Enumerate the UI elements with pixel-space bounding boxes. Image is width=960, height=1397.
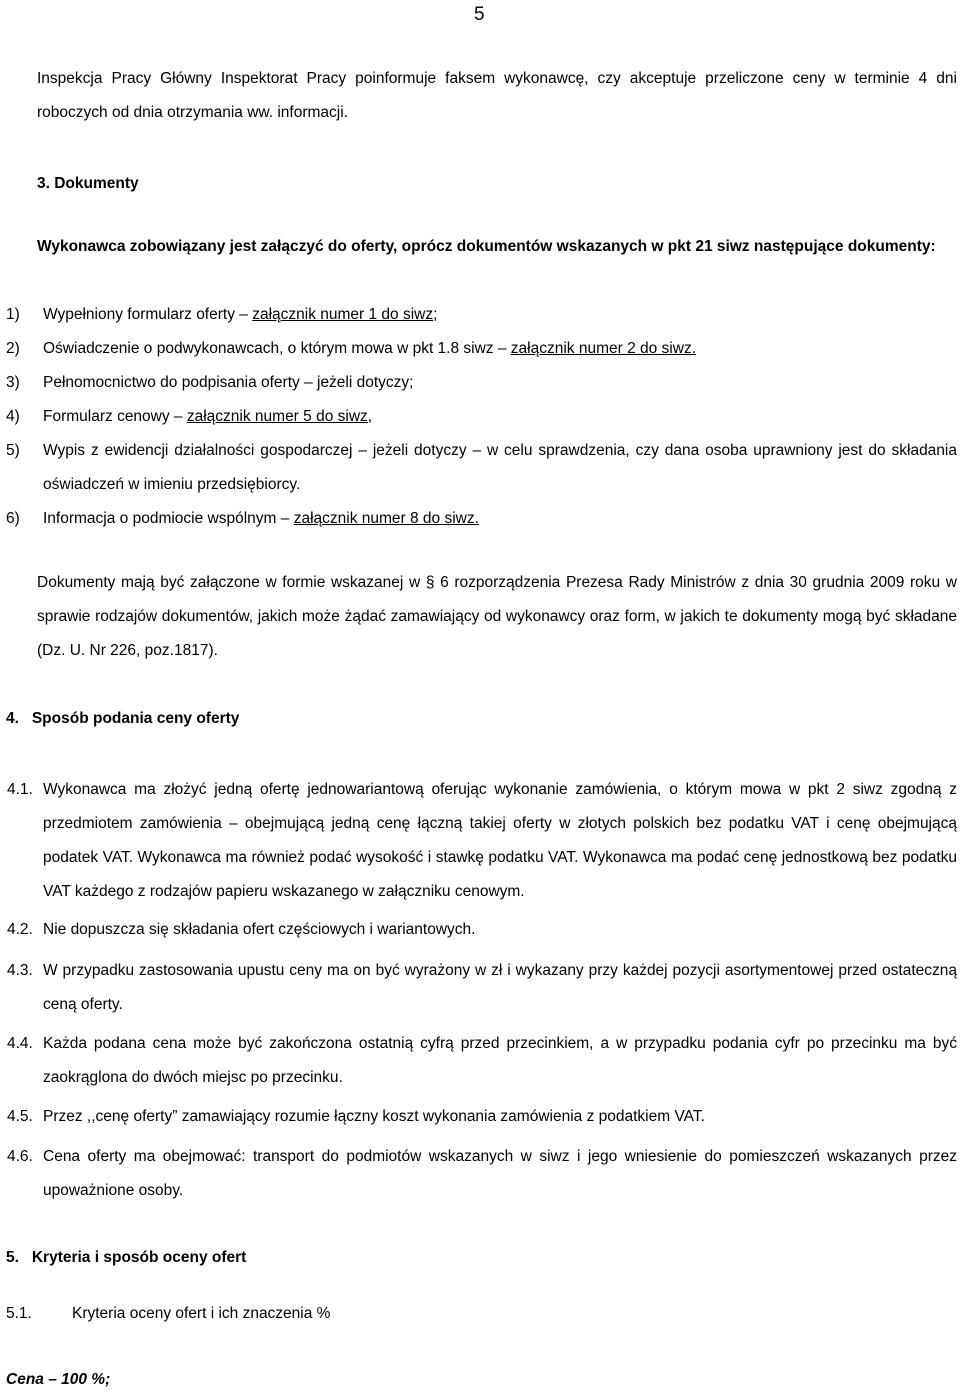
section-3-heading: 3. Dokumenty <box>37 175 139 192</box>
rule-number: 4.5. <box>7 1108 33 1125</box>
item-number: 2) <box>6 340 20 357</box>
rule-text: Cena oferty ma obejmować: transport do podmiotów wskazanych w siwz i jego wniesienie do pomieszczeń wskazanych przez upoważnione osoby. <box>43 1148 957 1199</box>
rule-text: W przypadku zastosowania upustu ceny ma on być wyrażony w zł i wykazany przy każdej pozycji asortymentowej przed ostateczną ceną oferty. <box>43 962 957 1013</box>
item-text: Formularz cenowy – <box>43 408 187 425</box>
documents-note: Dokumenty mają być załączone w formie wskazanej w § 6 rozporządzenia Prezesa Rady Ministrów z dnia 30 grudnia 2009 roku w sprawie rodzajów dokumentów, jakich może żądać zamawiający od wykonawcy oraz form, w jakich te dokumenty mogą być składane (Dz. U. Nr 226, poz.1817). <box>37 574 957 659</box>
item-number: 5) <box>6 442 20 459</box>
item-text: Oświadczenie o podwykonawcach, o którym mowa w pkt 1.8 siwz – <box>43 340 511 357</box>
rule-number: 4.6. <box>7 1148 33 1165</box>
item-tail: , <box>367 408 373 425</box>
rule-number: 4.1. <box>7 781 33 798</box>
item-tail: ; <box>433 306 438 323</box>
rule-text: Wykonawca ma złożyć jedną ofertę jednowariantową oferując wykonanie zamówienia, o którym mowa w pkt 2 siwz zgodną z przedmiotem zamówienia – obejmującą jedną cenę łączną takiej oferty w złotych polskich bez podatku VAT i cenę obejmującą podatek VAT. Wykonawca ma również podać wysokość i stawkę podatku VAT. Wykonawca ma podać cenę jednostkową bez podatku VAT każdego z rodzajów papieru wskazanego w załączniku cenowym. <box>43 781 957 900</box>
rule-number: 4.3. <box>7 962 33 979</box>
subsection-5-1-title: Kryteria oceny ofert i ich znaczenia % <box>72 1305 331 1322</box>
item-number: 1) <box>6 306 20 323</box>
attachment-reference: załącznik numer 8 do siwz. <box>293 510 479 527</box>
section-4-heading: 4. Sposób podania ceny oferty <box>6 710 240 727</box>
rule-text: Każda podana cena może być zakończona ostatnią cyfrą przed przecinkiem, a w przypadku podania cyfr po przecinku ma być zaokrąglona do dwóch miejsc po przecinku. <box>43 1035 957 1086</box>
intro-paragraph: Inspekcja Pracy Główny Inspektorat Pracy poinformuje faksem wykonawcę, czy akceptuje przeliczone ceny w terminie 4 dni roboczych od dnia otrzymania ww. informacji. <box>37 70 957 121</box>
item-text: Informacja o podmiocie wspólnym – <box>43 510 294 527</box>
item-text: Pełnomocnictwo do podpisania oferty – jeżeli dotyczy; <box>43 374 414 391</box>
rule-text: Przez ,,cenę oferty” zamawiający rozumie łączny koszt wykonania zamówienia z podatkiem VAT. <box>43 1108 705 1125</box>
attachment-reference: załącznik numer 1 do siwz <box>252 306 434 323</box>
item-text: Wypis z ewidencji działalności gospodarczej – jeżeli dotyczy – w celu sprawdzenia, czy dana osoba uprawniony jest do składania oświadczeń w imieniu przedsiębiorcy. <box>43 442 957 493</box>
attachment-reference: załącznik numer 5 do siwz <box>186 408 368 425</box>
item-number: 6) <box>6 510 20 527</box>
section-5-heading: 5. Kryteria i sposób oceny ofert <box>6 1249 247 1266</box>
item-text: Wypełniony formularz oferty – <box>43 306 253 323</box>
subsection-5-1-number: 5.1. <box>6 1305 32 1322</box>
page-number: 5 <box>474 4 485 25</box>
attachment-reference: załącznik numer 2 do siwz. <box>510 340 696 357</box>
item-number: 4) <box>6 408 20 425</box>
criterion-price: Cena – 100 %; <box>6 1371 111 1388</box>
rule-number: 4.2. <box>7 921 33 938</box>
section-3-lead: Wykonawca zobowiązany jest załączyć do oferty, oprócz dokumentów wskazanych w pkt 21 siwz następujące dokumenty: <box>37 238 936 255</box>
rule-number: 4.4. <box>7 1035 33 1052</box>
rule-text: Nie dopuszcza się składania ofert częściowych i wariantowych. <box>43 921 476 938</box>
item-number: 3) <box>6 374 20 391</box>
